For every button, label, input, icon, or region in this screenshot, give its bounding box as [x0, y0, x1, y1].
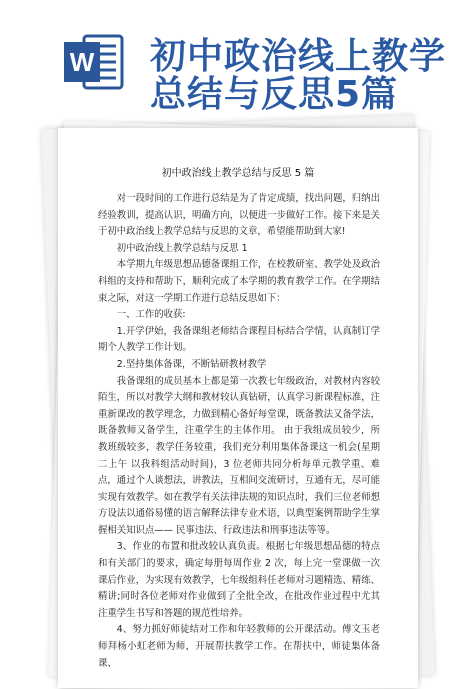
paragraph-item-2: 2.坚持集体备课，不断钻研教材教学: [116, 358, 267, 370]
paragraph-overview: 本学期九年级思想品德备课组工作，在校教研室、教学处及政治科组的支持和帮助下，顺利完成了本学期的教育教学工作。在学期结束之际，对这一学期工作进行总结反思如下：: [98, 259, 380, 304]
page-title-line-1: 初中政治线上教学: [150, 36, 447, 77]
paragraph-gains-heading: 一、工作的收获:: [116, 309, 186, 321]
document-page: [58, 128, 418, 688]
paragraph-item-4: 4、努力抓好师徒结对工作和年轻教师的公开课活动。傅文玉老师拜杨小虹老师为师，开展帮扶教学工作。在帮扶中，师徒集体备课、: [98, 624, 380, 669]
svg-text:W: W: [69, 47, 95, 77]
header-banner: [0, 0, 474, 120]
page-title-line-2: 总结与反思5篇: [150, 74, 399, 115]
paragraph-item-3: 3、作业的布置和批改较认真负责。根据七年级思想品德的特点和有关部门的要求，确定每册每周作业 2 次，每上完一堂课做一次课后作业，为实现有效教学，七年级组科任老师对习题精选、精练、精讲;同时各位老师对作业做到了全批全改，在批改作业过程中尤其注重学生书写和答题的规范性培养。: [98, 541, 380, 619]
paragraph-section-heading: 初中政治线上教学总结与反思 1: [116, 242, 248, 254]
paragraph-item-2-body: 我备课组的成员基本上都是第一次教七年级政治，对教材内容较陌生，所以对教学大纲和教材较认真钻研，认真学习新课程标准，注重新课改的教学理念，力做到精心备好每堂课，既备教法又备学法，既备教师又备学生，注重学生的主体作用。 由于我组成员较少，所教班级较多，教学任务较重，我们充分利用集体备课这一机会(星期二上午 以我科组活动时间)，3 位老师共同分析每单元教学重、难点，通过个人谈想法，讲教法，互相间交流研讨，互通有无，尽可能实现有效教学。如在教学有关法律法规的知识点时，我们三位老师想方设法以通俗易懂的语言解释法律专业术语，以典型案例帮助学生掌握相关知识点—— 民事违法、行政违法和刑事违法等等。: [98, 375, 380, 536]
document-title: 初中政治线上教学总结与反思 5 篇: [161, 168, 315, 179]
paragraph-item-1: 1.开学伊始，我备课组老师结合课程目标结合学情，认真制订学期个人教学工作计划。: [98, 325, 380, 354]
paragraph-intro: 对一段时间的工作进行总结是为了肯定成绩，找出问题，归纳出经验教训，提高认识，明确方向，以便进一步做好工作。接下来是关于初中政治线上教学总结与反思的文章，希望能帮助到大家!: [98, 193, 380, 238]
word-document-icon: [62, 30, 126, 94]
